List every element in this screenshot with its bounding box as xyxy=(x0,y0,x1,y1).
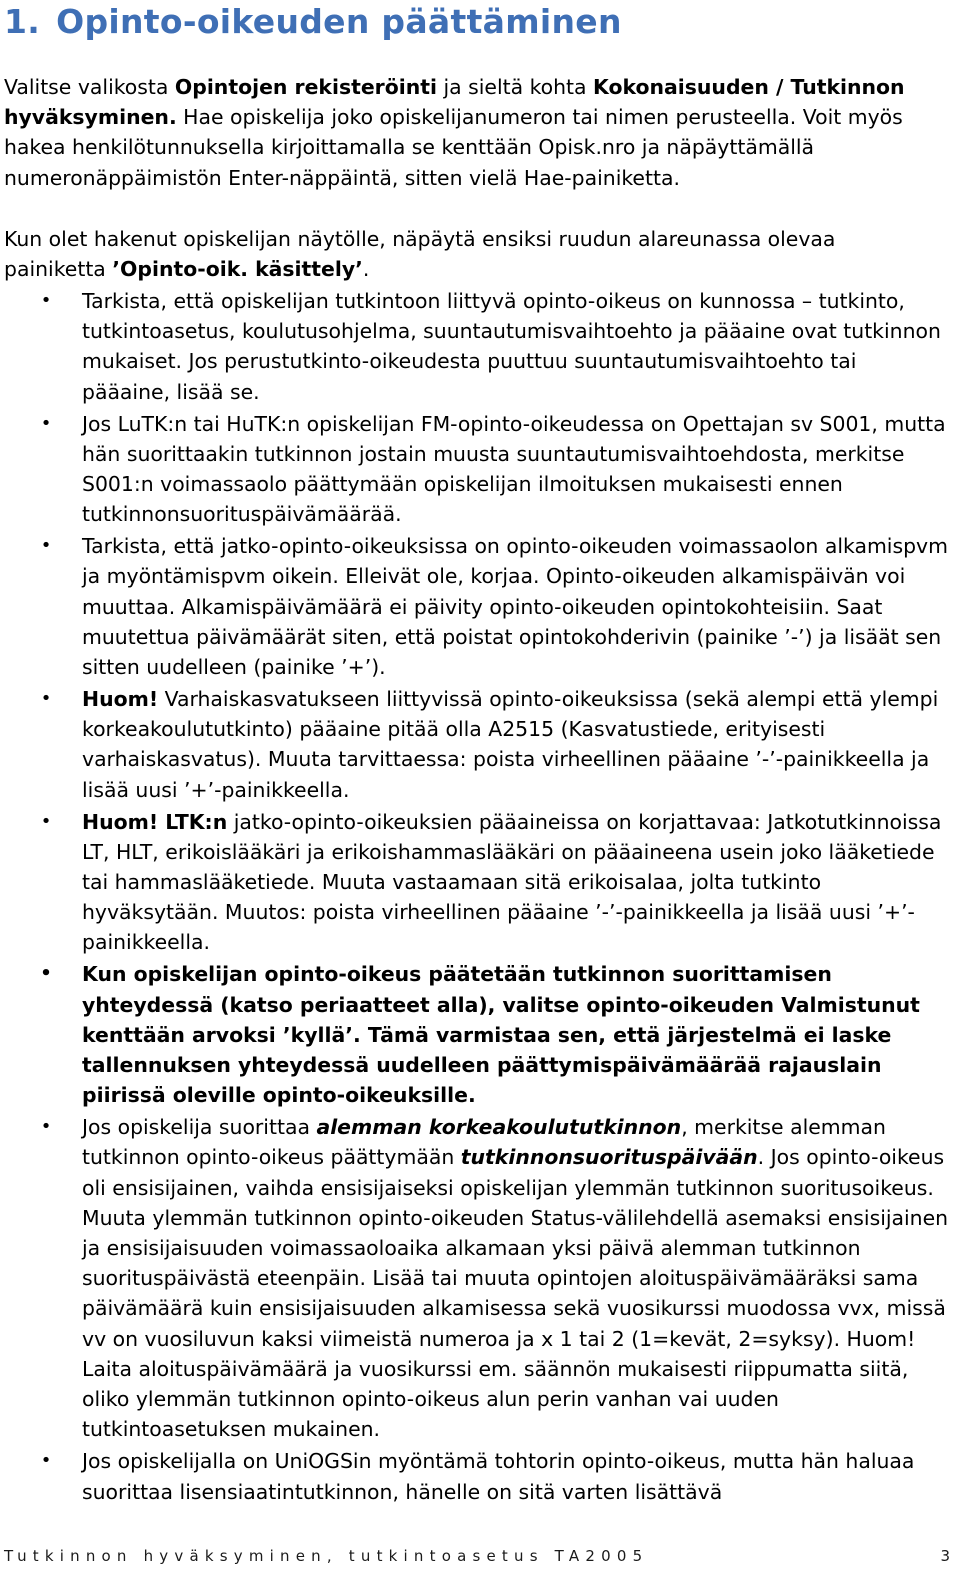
bullet-icon: • xyxy=(40,535,52,557)
list-item-text: Jos LuTK:n tai HuTK:n opiskelijan FM-opinto-oikeudessa on Opettajan sv S001, mutta hän suorittaakin tutkinnon jostain muusta suuntautumisvaihtoehdosta, merkitse S001:n voimassaolo päättymään opiskelijan ilmoituksen mukaisesti ennen tutkinnonsuorituspäivämäärää. xyxy=(82,411,946,527)
list-item xyxy=(0,1446,950,1506)
list-item-text: . Jos opinto-oikeus oli ensisijainen, vaihda ensisijaiseksi opiskelijan ylemmän tutkinnon suoritusoikeus. Muuta ylemmän tutkinnon opinto-oikeuden Status-välilehdellä asemaksi ensisijainen ja ensisijaisuuden voimassaoloaika alkamaan yksi päivä alemman tutkinnon suorituspäivästä eteenpäin. Lisää tai muuta opintojen aloituspäivämääräksi sama päivämäärä kuin ensisijaisuuden alkamisessa sekä vuosikurssi muodossa vvx, missä vv on vuosiluvun kaksi viimeistä numeroa ja x 1 tai 2 (1=kevät, 2=syksy). Huom! Laita aloituspäivämäärä ja vuosikurssi em. säännön mukaisesti riippumatta siitä, oliko ylemmän tutkinnon opinto-oikeus alun perin vanhan vai uuden tutkintoasetuksen mukainen. xyxy=(82,1145,949,1442)
intro-paragraph xyxy=(4,72,924,193)
list-item-emphasized xyxy=(0,959,950,1110)
list-item-text: Tarkista, että jatko-opinto-oikeuksissa on opinto-oikeuden voimassaolon alkamispvm ja myöntämispvm oikein. Elleivät ole, korjaa. Opinto-oikeuden alkamispäivän voi muuttaa. Alkamispäivämäärä ei päivity opinto-oikeuden opintokohteisiin. Saat muutettua päivämäärät siten, että poistat opintokohderivin (painike ’-’) ja lisäät sen sitten uudelleen (painike ’+’). xyxy=(82,534,948,680)
button-name-opinto-oik-kasittely: ’Opinto-oik. käsittely’ xyxy=(112,257,363,282)
list-item-text: Tarkista, että opiskelijan tutkintoon liittyvä opinto-oikeus on kunnossa – tutkinto, tutkintoasetus, koulutusohjelma, suuntautumisvaihtoehto ja pääaine ovat tutkinnon mukaiset. Jos perustutkinto-oikeudesta puuttuu suuntautumisvaihtoehto tai pääaine, lisää se. xyxy=(82,289,941,404)
bullet-icon: • xyxy=(40,1450,52,1472)
section-number: 1. xyxy=(4,2,41,41)
emphasis-tutkinnonsuorituspaiva: tutkinnonsuorituspäivään xyxy=(460,1145,758,1170)
list-item-text: Jos opiskelija suorittaa xyxy=(82,1115,317,1140)
instruction-list xyxy=(0,286,950,1509)
bullet-icon: • xyxy=(40,412,52,434)
page-footer xyxy=(4,1545,954,1567)
list-item-text: , merkitse alemman tutkinnon opinto-oikeus päättymään xyxy=(82,1115,886,1170)
intro-text-2: ja sieltä kohta xyxy=(436,75,594,99)
bullet-icon: • xyxy=(40,963,52,985)
footer-title: Tutkinnon hyväksyminen, tutkintoasetus TA2005 xyxy=(4,1547,649,1565)
note-label: Huom! LTK:n xyxy=(82,809,228,834)
bullet-icon: • xyxy=(40,290,52,311)
intro-text-3: Hae opiskelija joko opiskelijanumeron tai nimen perusteella. Voit myös hakea henkilötunnuksella kirjoittamalla se kenttään Opisk.nro ja näpäyttämällä numeronäppäimistön Enter-näppäintä, sitten vielä Hae-painiketta. xyxy=(4,105,903,190)
list-item xyxy=(0,684,950,805)
bullet-icon: • xyxy=(40,810,52,832)
menu-name-opintojen-rekisterointi: Opintojen rekisteröinti xyxy=(174,75,437,99)
list-item-text: jatko-opinto-oikeuksien pääaineissa on korjattavaa: Jatkotutkinnoissa LT, HLT, erikoislääkäri ja erikoishammaslääkäri on pääaineena usein joko lääketiede tai hammaslääketiede. Muuta vastaamaan sitä erikoisalaa, jolta tutkinto hyväksytään. Muutos: poista virheellinen pääaine ’-’-painikkeella ja lisää uusi ’+’-painikkeella. xyxy=(82,809,942,955)
list-item xyxy=(0,409,950,530)
note-label: Huom! xyxy=(82,687,159,712)
section-title: Opinto-oikeuden päättäminen xyxy=(56,2,622,41)
bullet-icon: • xyxy=(40,1116,52,1138)
list-item-text: Kun opiskelijan opinto-oikeus päätetään tutkinnon suorittamisen yhteydessä (katso periaatteet alla), valitse opinto-oikeuden Valmistunut kenttään arvoksi ’kyllä’. Tämä varmistaa sen, että järjestelmä ei laske tallennuksen yhteydessä uudelleen päättymispäivämäärää rajauslain piirissä oleville opinto-oikeuksille. xyxy=(82,962,920,1108)
emphasis-alempi-tutkinto: alemman korkeakoulututkinnon xyxy=(316,1115,682,1140)
list-item xyxy=(0,531,950,682)
menu-item-tutkinnon-hyvaksyminen: Kokonaisuuden / Tutkinnon hyväksyminen. xyxy=(4,75,905,130)
list-item-text: Varhaiskasvatukseen liittyvissä opinto-oikeuksissa (sekä alempi että ylempi korkeakoulututkinto) pääaine pitää olla A2515 (Kasvatustiede, erityisesti varhaiskasvatus). Muuta tarvittaessa: poista virheellinen pääaine ’-’-painikkeella ja lisää uusi ’+’-painikkeella. xyxy=(82,687,939,802)
instruction-text-1: Kun olet hakenut opiskelijan näytölle, näpäytä ensiksi ruudun alareunassa olevaa painiketta xyxy=(4,227,836,282)
list-item xyxy=(0,286,950,407)
list-item-text: Jos opiskelijalla on UniOGSin myöntämä tohtorin opinto-oikeus, mutta hän haluaa suorittaa lisensiaatintutkinnon, hänelle on sitä varten lisättävä xyxy=(82,1449,915,1504)
bullet-icon: • xyxy=(40,688,52,710)
instruction-paragraph xyxy=(4,224,924,284)
intro-text-1: Valitse valikosta xyxy=(4,75,175,99)
list-item xyxy=(0,1112,950,1444)
section-heading xyxy=(4,2,622,42)
page-number: 3 xyxy=(940,1547,950,1565)
instruction-text-2: . xyxy=(362,257,370,282)
list-item xyxy=(0,807,950,958)
